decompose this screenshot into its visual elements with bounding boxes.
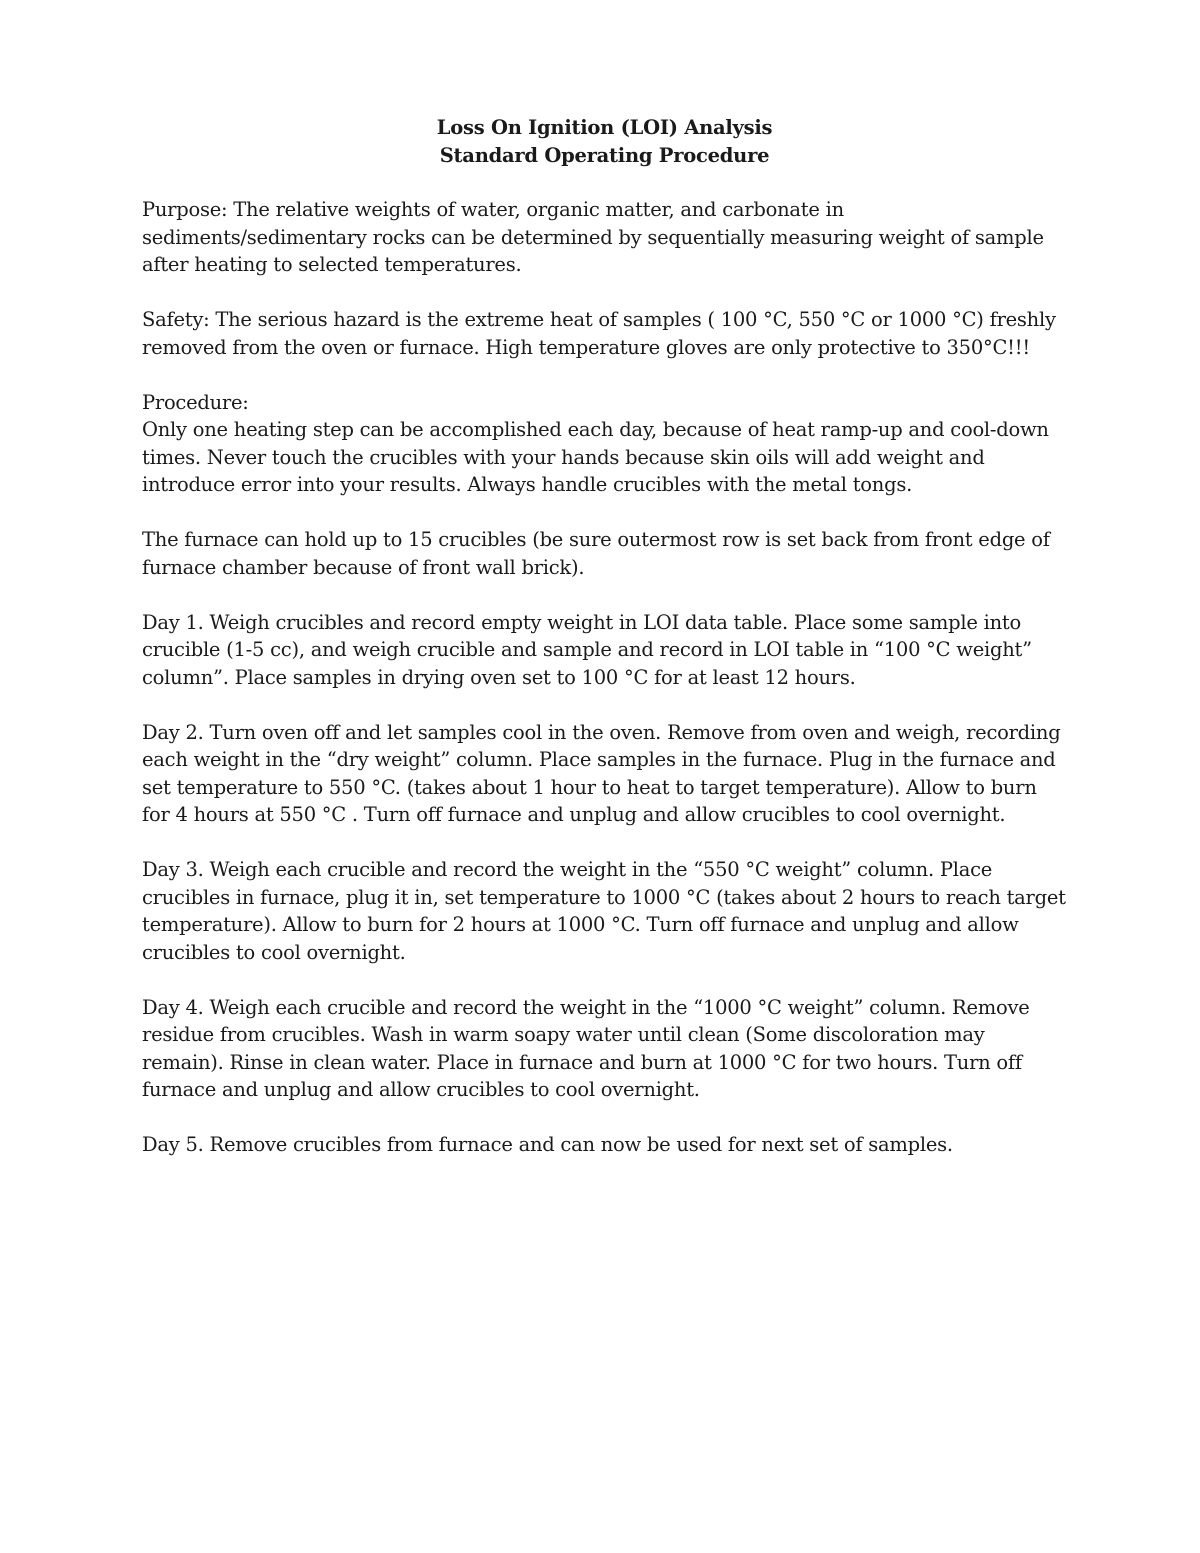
procedure-section (142, 389, 1067, 499)
procedure-heading: Procedure: (142, 390, 249, 414)
safety-text: Safety: The serious hazard is the extreme heat of samples ( 100 °C, 550 °C or 1000 °C) freshly removed from the oven or furnace. High temperature gloves are only protective to 350°C!!! (142, 308, 1056, 359)
day-4-section (142, 994, 1067, 1104)
document-title (142, 114, 1067, 169)
day-1-text: Day 1. Weigh crucibles and record empty weight in LOI data table. Place some sample into crucible (1-5 cc), and weigh crucible and sample and record in LOI table in “100 °C weight” column”. Place samples in drying oven set to 100 °C for at least 12 hours. (142, 610, 1032, 689)
day-2-section (142, 719, 1067, 829)
purpose-section (142, 196, 1067, 279)
day-3-section (142, 856, 1067, 966)
day-2-text: Day 2. Turn oven off and let samples cool in the oven. Remove from oven and weigh, recording each weight in the “dry weight” column. Place samples in the furnace. Plug in the furnace and set temperature to 550 °C. (takes about 1 hour to heat to target temperature). Allow to burn for 4 hours at 550 °C . Turn off furnace and unplug and allow crucibles to cool overnight. (142, 720, 1061, 826)
title-line-1: Loss On Ignition (LOI) Analysis (436, 116, 773, 139)
title-line-2: Standard Operating Procedure (439, 143, 770, 167)
furnace-note: The furnace can hold up to 15 crucibles (be sure outermost row is set back from front edge of furnace chamber because of front wall brick). (142, 528, 1050, 579)
procedure-intro: Only one heating step can be accomplished each day, because of heat ramp-up and cool-down times. Never touch the crucibles with your hands because skin oils will add weight and introduce error into your results. Always handle crucibles with the metal tongs. (142, 418, 1049, 496)
day-3-text: Day 3. Weigh each crucible and record the weight in the “550 °C weight” column. Place crucibles in furnace, plug it in, set temperature to 1000 °C (takes about 2 hours to reach target temperature). Allow to burn for 2 hours at 1000 °C. Turn off furnace and unplug and allow crucibles to cool overnight. (142, 858, 1066, 964)
document-body (142, 114, 1067, 1186)
purpose-text: Purpose: The relative weights of water, organic matter, and carbonate in sediments/sedimentary rocks can be determined by sequentially measuring weight of sample after heating to selected temperatures. (142, 198, 1044, 276)
day-4-text: Day 4. Weigh each crucible and record the weight in the “1000 °C weight” column. Remove residue from crucibles. Wash in warm soapy water until clean (Some discoloration may remain). Rinse in clean water. Place in furnace and burn at 1000 °C for two hours. Turn off furnace and unplug and allow crucibles to cool overnight. (142, 995, 1030, 1101)
day-5-section (142, 1131, 1067, 1159)
furnace-note-section (142, 526, 1067, 581)
day-1-section (142, 609, 1067, 692)
day-5-text: Day 5. Remove crucibles from furnace and can now be used for next set of samples. (142, 1133, 953, 1156)
safety-section (142, 306, 1067, 361)
